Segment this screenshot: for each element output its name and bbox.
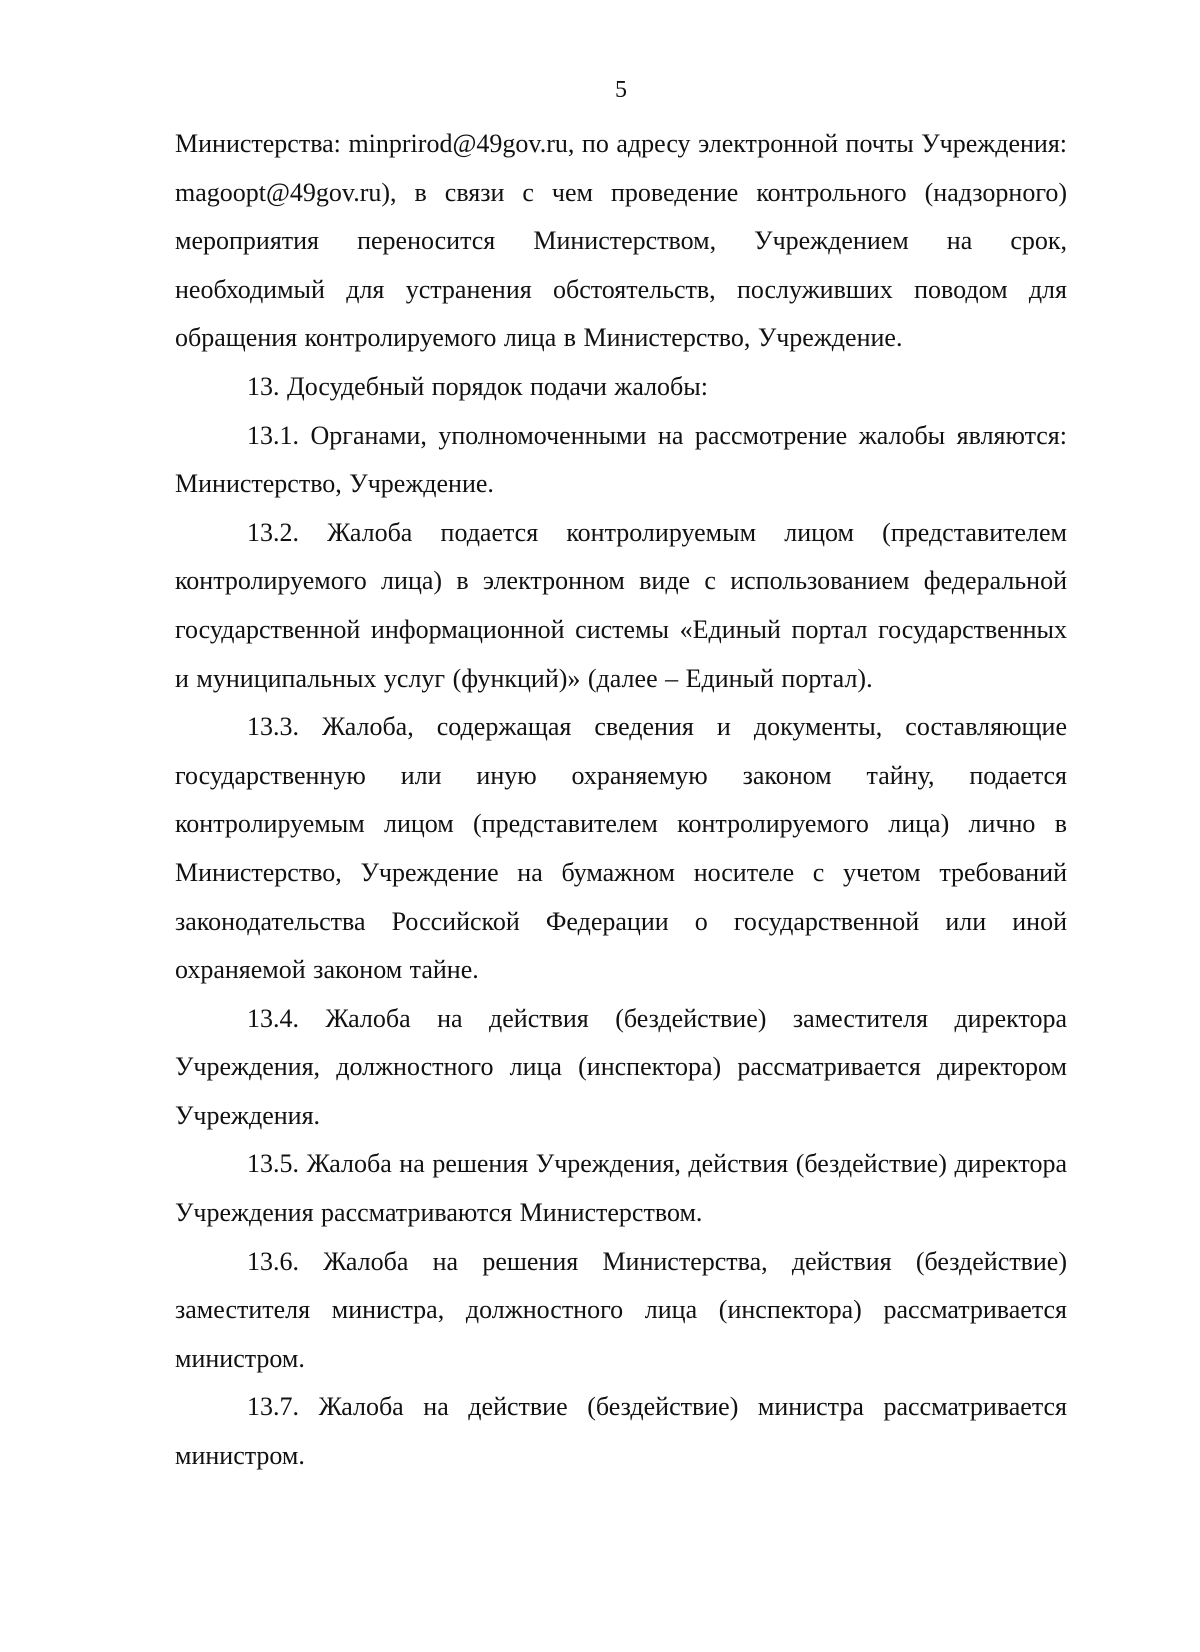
document-body bbox=[175, 120, 1067, 1481]
page-number: 5 bbox=[615, 77, 627, 103]
paragraph-13: 13. Досудебный порядок подачи жалобы: bbox=[247, 371, 708, 401]
paragraph-13-2: 13.2. Жалоба подается контролируемым лицом (представителем контролируемого лица) в электронном виде с использованием федеральной государственной информационной системы «Единый портал государственных и муниципальных услуг (функций)» (далее – Единый портал). bbox=[175, 517, 1067, 693]
paragraph-13-4: 13.4. Жалоба на действия (бездействие) заместителя директора Учреждения, должностного лица (инспектора) рассматривается директором Учреждения. bbox=[175, 1003, 1067, 1130]
paragraph-continuation: Министерства: minprirod@49gov.ru, по адресу электронной почты Учреждения: magoopt@49gov.ru), в связи с чем проведение контрольного (надзорного) мероприятия переносится Министерством, Учреждением на срок, необходимый для устранения обстоятельств, послуживших поводом для обращения контролируемого лица в Министерство, Учреждение. bbox=[175, 129, 1067, 353]
paragraph-13-6: 13.6. Жалоба на решения Министерства, действия (бездействие) заместителя министра, должностного лица (инспектора) рассматривается министром. bbox=[175, 1246, 1067, 1373]
paragraph-13-3: 13.3. Жалоба, содержащая сведения и документы, составляющие государственную или иную охраняемую законом тайну, подается контролируемым лицом (представителем контролируемого лица) лично в Министерство, Учреждение на бумажном носителе с учетом требований законодательства Российской Федерации о государственной или иной охраняемой законом тайне. bbox=[175, 712, 1067, 985]
paragraph-13-7: 13.7. Жалоба на действие (бездействие) министра рассматривается министром. bbox=[175, 1392, 1067, 1471]
paragraph-13-1: 13.1. Органами, уполномоченными на рассмотрение жалобы являются: Министерство, Учреждение. bbox=[175, 420, 1067, 499]
paragraph-13-5: 13.5. Жалоба на решения Учреждения, действия (бездействие) директора Учреждения рассматриваются Министерством. bbox=[175, 1149, 1067, 1228]
